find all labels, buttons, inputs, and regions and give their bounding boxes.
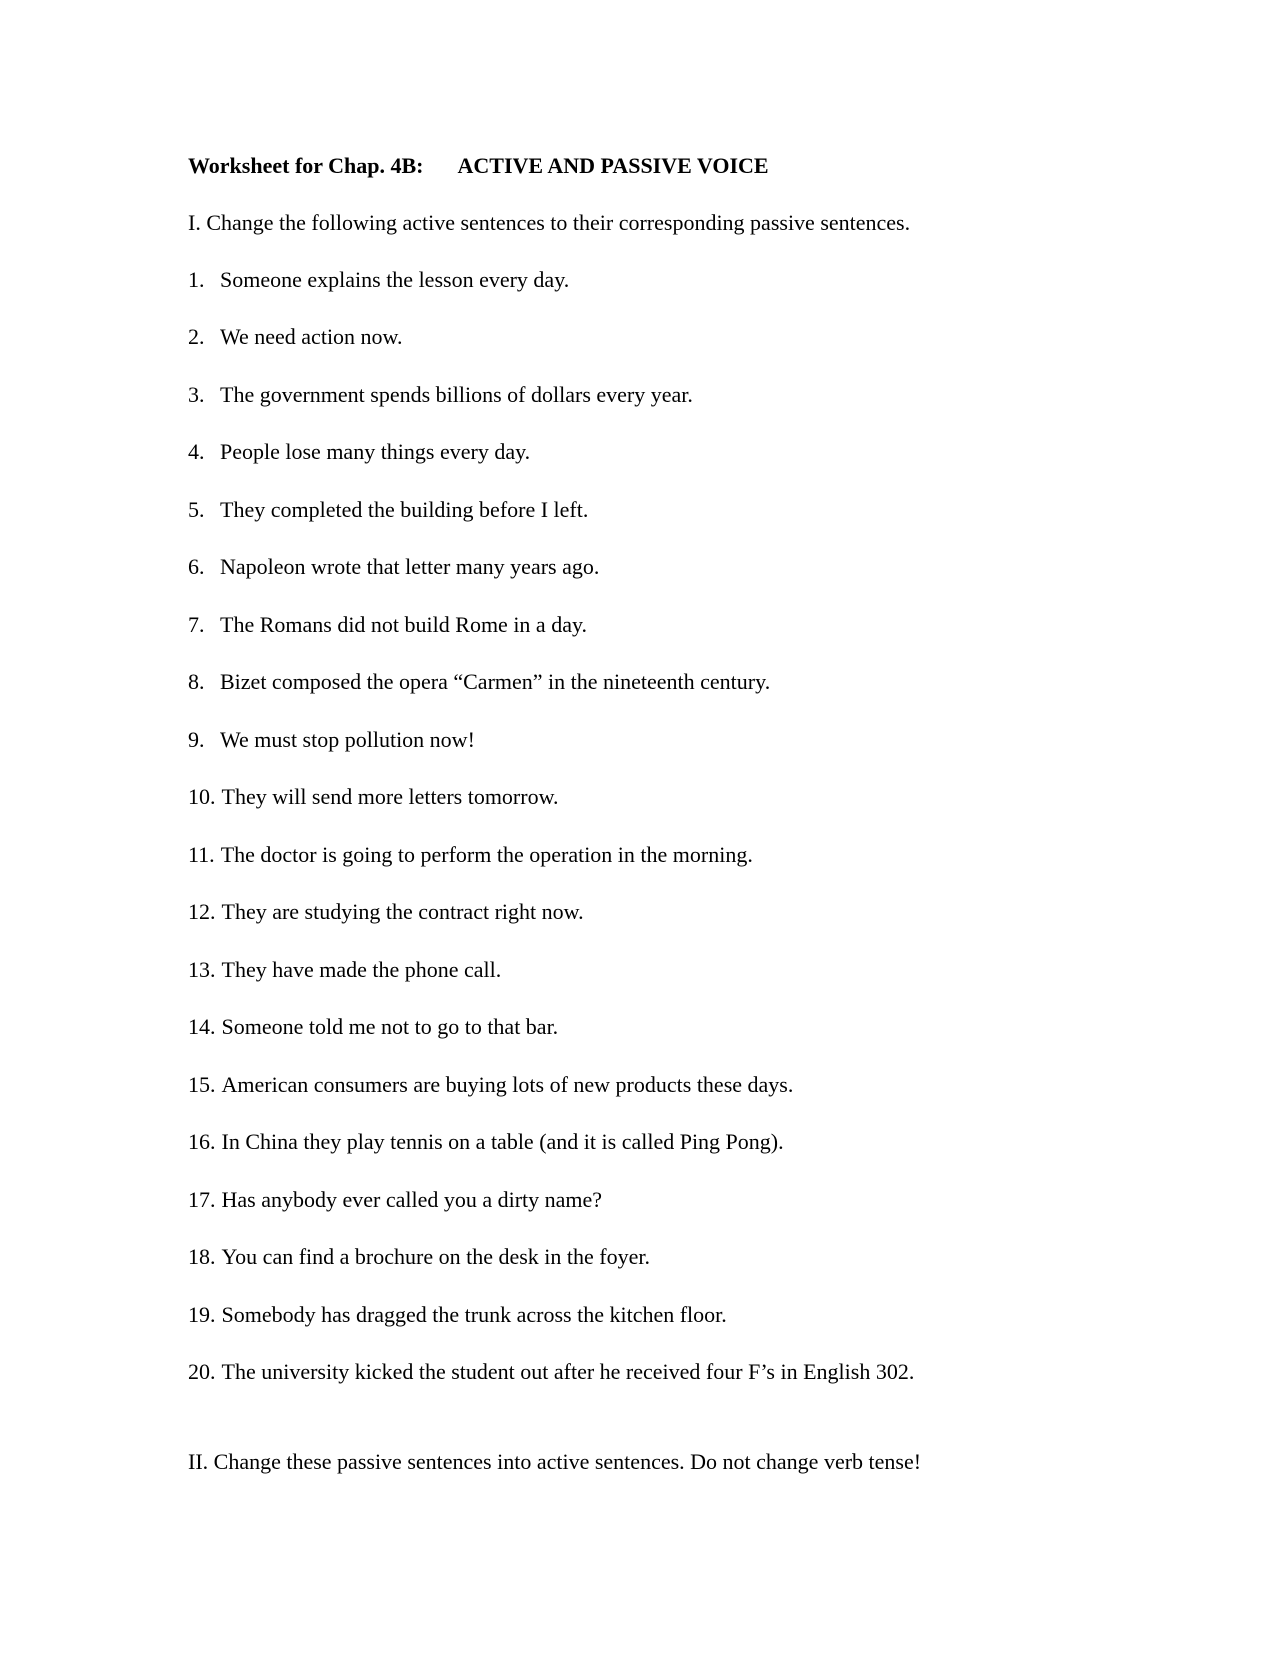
item-number: 8. xyxy=(188,669,205,694)
item-text: Someone explains the lesson every day. xyxy=(220,267,570,292)
section-2-instruction: II. Change these passive sentences into active sentences. Do not change verb tense! xyxy=(188,1449,922,1474)
item-number: 1. xyxy=(188,267,205,292)
title-topic: ACTIVE AND PASSIVE VOICE xyxy=(457,153,769,178)
item-number: 7. xyxy=(188,612,205,637)
section-1-instruction: I. Change the following active sentences to their corresponding passive sentences. xyxy=(188,210,911,235)
item-text: You can find a brochure on the desk in the foyer. xyxy=(221,1244,650,1269)
item-text: People lose many things every day. xyxy=(220,439,531,464)
list-item xyxy=(188,726,475,754)
item-text: Bizet composed the opera “Carmen” in the nineteenth century. xyxy=(220,669,771,694)
title-label: Worksheet for Chap. 4B: xyxy=(188,153,424,178)
item-text: We must stop pollution now! xyxy=(220,727,475,752)
item-number: 14. xyxy=(188,1014,216,1039)
item-text: The university kicked the student out after he received four F’s in English 302. xyxy=(221,1359,915,1384)
item-number: 16. xyxy=(188,1129,216,1154)
item-text: The government spends billions of dollars every year. xyxy=(220,382,693,407)
list-item xyxy=(188,611,587,639)
list-item xyxy=(188,668,770,696)
item-text: We need action now. xyxy=(220,324,403,349)
item-text: In China they play tennis on a table (and it is called Ping Pong). xyxy=(221,1129,784,1154)
item-number: 19. xyxy=(188,1302,216,1327)
list-item xyxy=(188,1301,727,1329)
item-text: Has anybody ever called you a dirty name? xyxy=(221,1187,603,1212)
item-number: 3. xyxy=(188,382,205,407)
item-text: They have made the phone call. xyxy=(221,957,502,982)
worksheet-title xyxy=(188,152,769,180)
item-number: 12. xyxy=(188,899,216,924)
item-text: Somebody has dragged the trunk across the kitchen floor. xyxy=(221,1302,727,1327)
item-number: 17. xyxy=(188,1187,216,1212)
list-item xyxy=(188,266,569,294)
list-item xyxy=(188,381,693,409)
list-item xyxy=(188,1013,558,1041)
item-number: 9. xyxy=(188,727,205,752)
item-number: 2. xyxy=(188,324,205,349)
list-item xyxy=(188,1071,793,1099)
list-item xyxy=(188,1128,784,1156)
list-item xyxy=(188,1358,914,1386)
item-text: They completed the building before I left. xyxy=(220,497,589,522)
item-number: 4. xyxy=(188,439,205,464)
item-text: The doctor is going to perform the operation in the morning. xyxy=(220,842,753,867)
item-number: 11. xyxy=(188,842,215,867)
item-text: American consumers are buying lots of new products these days. xyxy=(221,1072,794,1097)
list-item xyxy=(188,1186,602,1214)
list-item xyxy=(188,956,501,984)
item-text: They will send more letters tomorrow. xyxy=(221,784,559,809)
list-item xyxy=(188,553,599,581)
item-number: 18. xyxy=(188,1244,216,1269)
item-number: 20. xyxy=(188,1359,216,1384)
item-text: They are studying the contract right now. xyxy=(221,899,584,924)
item-text: The Romans did not build Rome in a day. xyxy=(220,612,588,637)
list-item xyxy=(188,783,559,811)
item-number: 5. xyxy=(188,497,205,522)
list-item xyxy=(188,898,584,926)
item-text: Napoleon wrote that letter many years ago. xyxy=(220,554,600,579)
list-item xyxy=(188,496,588,524)
item-text: Someone told me not to go to that bar. xyxy=(221,1014,559,1039)
item-number: 13. xyxy=(188,957,216,982)
item-number: 10. xyxy=(188,784,216,809)
list-item xyxy=(188,841,753,869)
list-item xyxy=(188,438,530,466)
item-number: 15. xyxy=(188,1072,216,1097)
item-number: 6. xyxy=(188,554,205,579)
list-item xyxy=(188,1243,650,1271)
list-item xyxy=(188,323,403,351)
